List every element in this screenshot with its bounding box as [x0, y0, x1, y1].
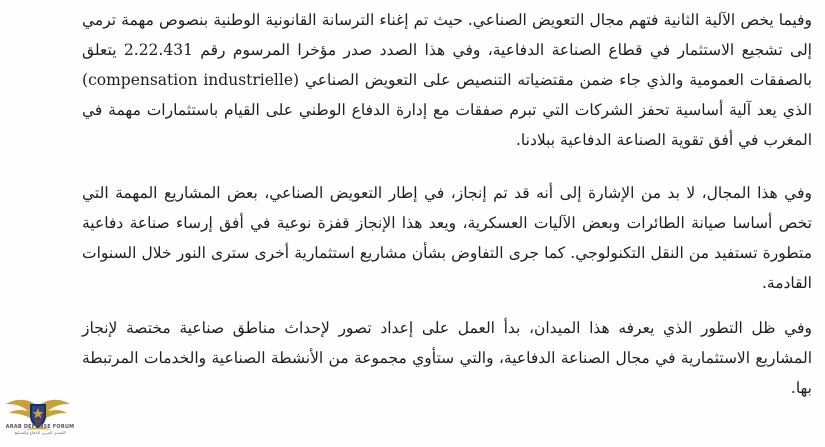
arab-defense-forum-logo-icon [4, 392, 72, 444]
logo-caption: المنتدى العربي للدفاع والتسليح [14, 430, 66, 435]
paragraph-industrial-zones: وفي ظل التطور الذي يعرفه هذا الميدان، بدأ العمل على إعداد تصور لإحداث مناطق صناعية مختصة لإنجاز المشاريع الاستثمارية في مجال الصناعة الدفاعية، والتي ستأوي مجموعة من الأنشطة الصناعية والخدمات المرتبطة بها. [82, 319, 812, 397]
paragraph-industrial-compensation: وفيما يخص الآلية الثانية فتهم مجال التعويض الصناعي. حيث تم إغناء الترسانة القانونية الوطنية بنصوص مهمة ترمي إلى تشجيع الاستثمار في قطاع الصناعة الدفاعية، وفي هذا الصدد صدر مؤخرا المرسوم رقم 2.22.431 يتعلق بالصفقات العمومية والذي جاء ضمن مقتضياته التنصيص على التعويض الصناعي (compensation industrielle) الذي يعد آلية أساسية تحفز الشركات التي تبرم صفقات مع إدارة الدفاع الوطني على القيام باستثمارات مهمة في المغرب في أفق تقوية الصناعة الدفاعية ببلادنا. [82, 11, 812, 149]
logo-name: ARAB DEFENSE FORUM [5, 424, 75, 430]
paragraph-projects: وفي هذا المجال، لا بد من الإشارة إلى أنه قد تم إنجاز، في إطار التعويض الصناعي، بعض المشاريع المهمة التي تخص أساسا صيانة الطائرات وبعض الآليات العسكرية، ويعد هذا الإنجاز قفزة نوعية في أفق إرساء صناعة دفاعية متطورة تستفيد من النقل التكنولوجي. كما جرى التفاوض بشأن مشاريع استثمارية أخرى سترى النور خلال السنوات القادمة. [82, 184, 812, 292]
